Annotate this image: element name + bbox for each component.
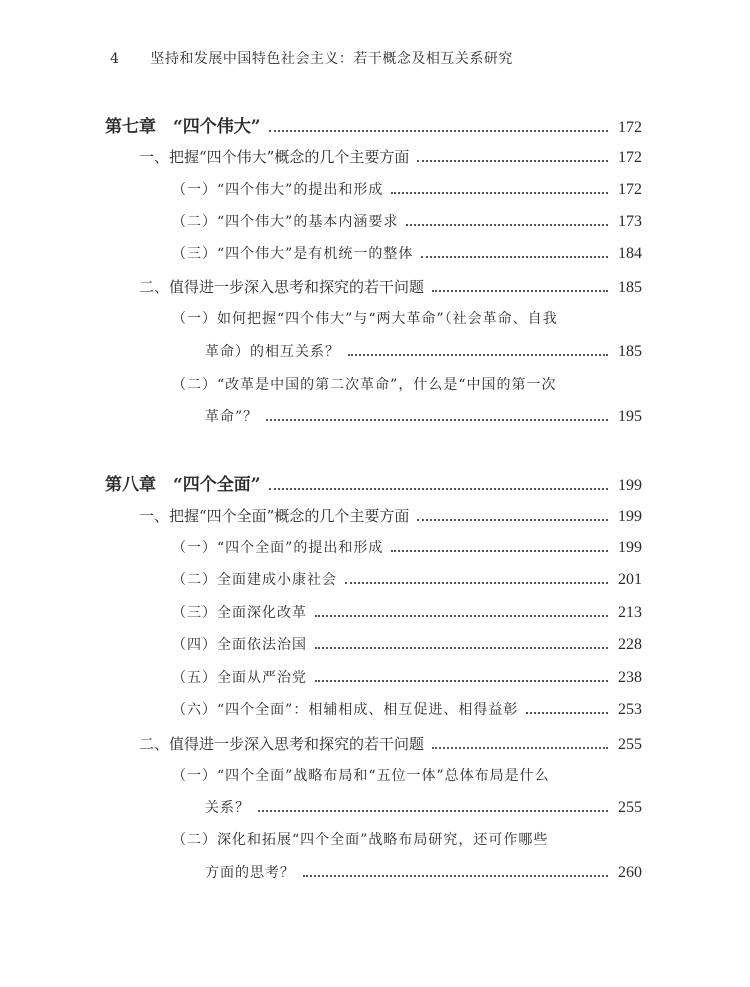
toc-subsection-line1[interactable]: （一）如何把握“四个伟大”与“两大革命”（社会革命、自我 xyxy=(172,311,558,327)
subsection-title: （六）“四个全面”：相辅相成、相互促进、相得益彰 xyxy=(172,702,519,718)
dot-leader xyxy=(526,711,608,714)
subsection-title: （五）全面从严治党 xyxy=(172,670,307,686)
dot-leader xyxy=(417,518,608,521)
dot-leader xyxy=(348,353,608,356)
dot-leader xyxy=(432,746,608,749)
toc-subsection[interactable] xyxy=(172,602,642,622)
dot-leader xyxy=(269,487,608,490)
toc-section[interactable] xyxy=(139,146,642,167)
page-ref: 199 xyxy=(618,539,642,556)
page-ref: 255 xyxy=(618,799,642,816)
section-title: 二、值得进一步深入思考和探究的若干问题 xyxy=(139,735,425,753)
dot-leader xyxy=(315,646,608,649)
subsection-title: （二）全面建成小康社会 xyxy=(172,572,337,588)
toc-subsection[interactable] xyxy=(172,667,642,687)
dot-leader xyxy=(303,874,608,877)
dot-leader xyxy=(391,549,608,552)
section-title: 二、值得进一步深入思考和探究的若干问题 xyxy=(139,278,425,296)
toc-subsection[interactable] xyxy=(172,537,642,557)
book-title: 坚持和发展中国特色社会主义：若干概念及相互关系研究 xyxy=(150,51,513,67)
toc-subsection[interactable] xyxy=(172,211,642,231)
toc-subsection-line2[interactable] xyxy=(205,341,642,361)
toc-subsection-line2[interactable] xyxy=(205,406,642,426)
toc-chapter-7[interactable] xyxy=(105,112,642,137)
dot-leader xyxy=(315,679,608,682)
page-number: 4 xyxy=(110,51,120,67)
page-ref: 172 xyxy=(618,119,642,136)
subsection-title: （三）“四个伟大”是有机统一的整体 xyxy=(172,246,414,262)
subsection-title: 革命）的相互关系？ xyxy=(205,344,340,360)
toc-section[interactable] xyxy=(139,276,642,297)
page-ref: 260 xyxy=(618,864,642,881)
dot-leader xyxy=(315,614,608,617)
page-ref: 238 xyxy=(618,669,642,686)
dot-leader xyxy=(391,191,608,194)
toc-subsection[interactable] xyxy=(172,243,642,263)
page-ref: 172 xyxy=(618,181,642,198)
page-ref: 185 xyxy=(618,343,642,360)
toc-subsection[interactable] xyxy=(172,569,642,589)
subsection-title: 关系？ xyxy=(205,800,250,816)
page-ref: 228 xyxy=(618,636,642,653)
dot-leader xyxy=(417,159,608,162)
subsection-title: 革命”？ xyxy=(205,409,259,425)
page-ref: 199 xyxy=(618,477,642,494)
toc-subsection[interactable] xyxy=(172,634,642,654)
toc-subsection-line1[interactable]: （二）深化和拓展“四个全面”战略布局研究，还可作哪些 xyxy=(172,832,549,848)
subsection-title: （一）“四个全面”的提出和形成 xyxy=(172,540,384,556)
toc-subsection-line1[interactable]: （一）“四个全面”战略布局和“五位一体”总体布局是什么 xyxy=(172,768,550,784)
page-ref: 172 xyxy=(618,149,642,166)
toc-section[interactable] xyxy=(139,505,642,526)
subsection-title: （二）“四个伟大”的基本内涵要求 xyxy=(172,214,399,230)
dot-leader xyxy=(432,289,608,292)
page-ref: 199 xyxy=(618,508,642,525)
subsection-title: （四）全面依法治国 xyxy=(172,637,307,653)
page-ref: 184 xyxy=(618,245,642,262)
subsection-title: （三）全面深化改革 xyxy=(172,605,307,621)
page-ref: 213 xyxy=(618,604,642,621)
dot-leader xyxy=(258,809,608,812)
dot-leader xyxy=(345,581,608,584)
toc-subsection[interactable] xyxy=(172,699,642,719)
dot-leader xyxy=(406,223,608,226)
toc-subsection[interactable] xyxy=(172,179,642,199)
dot-leader xyxy=(269,129,608,132)
section-title: 一、把握“四个伟大”概念的几个主要方面 xyxy=(139,148,410,166)
toc-subsection-line1[interactable]: （二）“改革是中国的第二次革命”，什么是“中国的第一次 xyxy=(172,377,557,393)
section-title: 一、把握“四个全面”概念的几个主要方面 xyxy=(139,507,410,525)
subsection-title: （一）“四个伟大”的提出和形成 xyxy=(172,182,384,198)
toc-section[interactable] xyxy=(139,733,642,754)
toc-subsection-line2[interactable] xyxy=(205,797,642,817)
chapter-title: 第七章 “四个伟大” xyxy=(105,117,261,137)
dot-leader xyxy=(421,255,608,258)
toc-chapter-8[interactable] xyxy=(105,470,642,495)
page-ref: 195 xyxy=(618,408,642,425)
page-ref: 253 xyxy=(618,701,642,718)
page-ref: 185 xyxy=(618,279,642,296)
chapter-title: 第八章 “四个全面” xyxy=(105,475,261,495)
page-ref: 201 xyxy=(618,571,642,588)
page-ref: 255 xyxy=(618,736,642,753)
toc-subsection-line2[interactable] xyxy=(205,862,642,882)
page-ref: 173 xyxy=(618,213,642,230)
running-header xyxy=(110,48,513,68)
dot-leader xyxy=(266,418,608,421)
subsection-title: 方面的思考？ xyxy=(205,865,295,881)
